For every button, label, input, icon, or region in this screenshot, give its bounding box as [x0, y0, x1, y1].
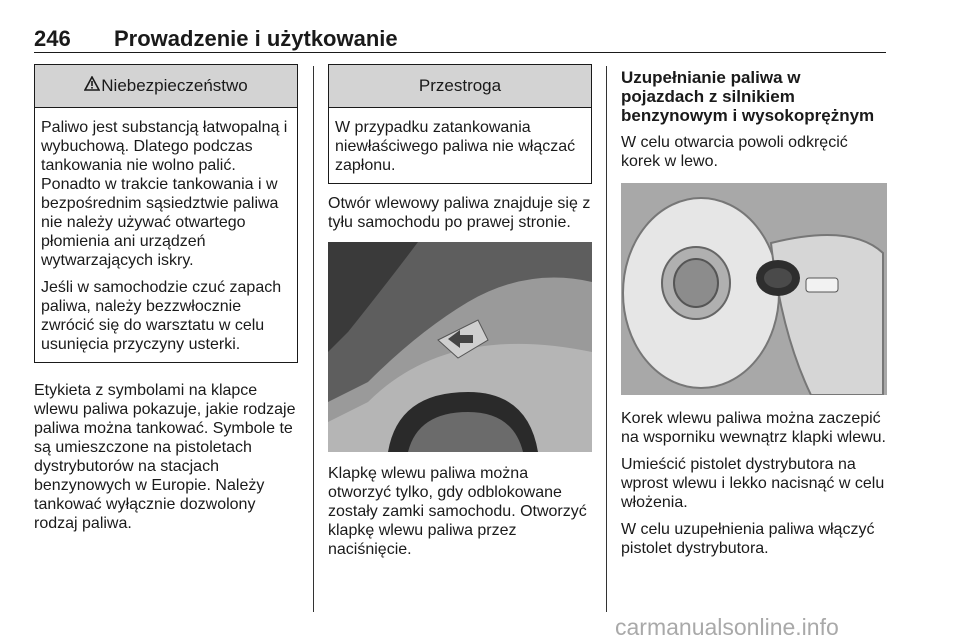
start-pump-paragraph: W celu uzupełnienia paliwa włączyć pistolet dystrybutora.: [621, 521, 875, 557]
column-left: [34, 64, 298, 541]
watermark: carmanualsonline.info: [615, 614, 839, 640]
filler-location-paragraph: Otwór wlewowy paliwa znajduje się z tyłu samochodu po prawej stronie.: [328, 195, 591, 231]
column-middle: [328, 64, 592, 567]
fuel-label-paragraph: Etykieta z symbolami na klapce wlewu paliwa pokazuje, jakie rodzaje paliwa można tankować. Symbole te są umieszczone na pistoletach dystrybutorów na stacjach benzynowych w Europie. Należy tankować wyłącznie dozwolony rodzaj paliwa.: [34, 382, 296, 532]
danger-box-title: Niebezpieczeństwo: [101, 76, 248, 95]
page-title: Prowadzenie i użytkowanie: [114, 26, 398, 51]
danger-box-header: [35, 65, 297, 108]
caution-paragraph: W przypadku zatankowania niewłaściwego paliwa nie włączać zapłonu.: [335, 119, 576, 174]
caution-box-header: [329, 65, 591, 108]
page-number: 246: [34, 26, 71, 51]
warning-triangle-icon: [84, 76, 100, 96]
danger-paragraph-1: Paliwo jest substancją łatwopalną i wybuchową. Dlatego podczas tankowania nie wolno palić. Ponadto w trakcie tankowania i w bezpośrednim sąsiedztwie paliwa nie należy używać otwartego płomienia ani urządzeń wytwarzających iskry.: [41, 119, 288, 269]
insert-nozzle-paragraph: Umieścić pistolet dystrybutora na wprost wlewu i lekko nacisnąć w celu włożenia.: [621, 456, 885, 511]
column-divider-2: [606, 66, 607, 612]
car-rear-illustration: [328, 242, 592, 452]
danger-box: [34, 64, 298, 363]
caution-box: [328, 64, 592, 184]
column-divider-1: [313, 66, 314, 612]
page-header: [34, 26, 886, 50]
fuel-cap-illustration: [621, 183, 887, 395]
danger-paragraph-2: Jeśli w samochodzie czuć zapach paliwa, należy bezzwłocznie zwrócić się do warsztatu w celu usunięcia przyczyny usterki.: [41, 279, 282, 353]
column-right: [621, 64, 887, 566]
header-divider: [34, 52, 886, 53]
caution-box-title: Przestroga: [418, 76, 502, 95]
cap-bracket-paragraph: Korek wlewu paliwa można zaczepić na wsporniku wewnątrz klapki wlewu.: [621, 410, 886, 446]
flap-open-paragraph: Klapkę wlewu paliwa można otworzyć tylko, gdy odblokowane zostały zamki samochodu. Otworzyć klapkę wlewu paliwa przez naciśnięcie.: [328, 465, 587, 558]
open-cap-paragraph: W celu otwarcia powoli odkręcić korek w lewo.: [621, 134, 848, 170]
section-heading: Uzupełnianie paliwa w pojazdach z silnikiem benzynowym i wysokoprężnym: [621, 68, 875, 125]
